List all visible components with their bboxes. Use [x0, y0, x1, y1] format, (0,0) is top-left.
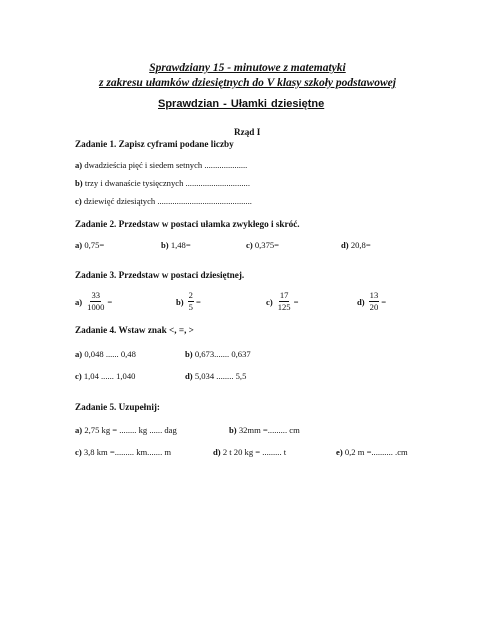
fraction: $\frac{2}{5}$ — [188, 290, 193, 312]
task5-item-c: c) 3,8 km =......... km....... m — [75, 447, 172, 457]
task4-item-c: c) 1,04 ...... 1,040 — [75, 371, 136, 381]
task5-item-b: b) 32mm =......... cm — [229, 425, 300, 435]
task1-item-b: b) trzy i dwanaście tysięcznych .............................. — [75, 178, 250, 188]
fraction: $\frac{33}{1000}$ — [87, 290, 105, 312]
worksheet-subtitle: Sprawdzian - Ułamki dziesiętne — [158, 98, 325, 110]
task1-heading: Zadanie 1. Zapisz cyframi podane liczby — [75, 139, 234, 149]
task2-item-d: d) 20,8= — [341, 240, 371, 250]
task2-item-b: b) 1,48= — [161, 240, 191, 250]
task4-heading: Zadanie 4. Wstaw znak <, =, > — [75, 325, 194, 335]
task3-item-a: a) $\frac{33}{1000}$ = — [75, 290, 113, 312]
task5-item-e: e) 0,2 m =.......... .cm — [336, 447, 408, 457]
task3-item-c: c) $\frac{17}{125}$ = — [266, 290, 299, 312]
task2-item-c: c) 0,375= — [246, 240, 280, 250]
task2-item-a: a) 0,75= — [75, 240, 105, 250]
task5-item-a: a) 2,75 kg = ........ kg ...... dag — [75, 425, 177, 435]
task3-heading: Zadanie 3. Przedstaw w postaci dziesiętnej. — [75, 270, 245, 280]
page-title-line2: z zakresu ułamków dziesiętnych do V klasy szkoły podstawowej — [99, 77, 396, 89]
task2-heading: Zadanie 2. Przedstaw w postaci ułamka zwykłego i skróć. — [75, 219, 300, 229]
task1-item-a: a) dwadzieścia pięć i siedem setnych .................... — [75, 160, 248, 170]
task5-heading: Zadanie 5. Uzupełnij: — [75, 402, 160, 412]
task5-item-d: d) 2 t 20 kg = ......... t — [213, 447, 287, 457]
page-title: Sprawdziany 15 - minutowe z matematyki — [149, 62, 346, 74]
fraction: $\frac{17}{125}$ — [277, 290, 291, 312]
task4-item-a: a) 0,048 ...... 0,48 — [75, 349, 136, 359]
task4-item-d: d) 5,034 ........ 5,5 — [185, 371, 247, 381]
task3-item-d: d) $\frac{13}{20}$ = — [357, 290, 387, 312]
fraction: $\frac{13}{20}$ — [369, 290, 379, 312]
task3-item-b: b) $\frac{2}{5}$ = — [176, 290, 201, 312]
row-label: Rząd I — [234, 127, 261, 137]
task4-item-b: b) 0,673....... 0,637 — [185, 349, 251, 359]
task1-item-c: c) dziewięć dziesiątych ............................................ — [75, 196, 252, 206]
